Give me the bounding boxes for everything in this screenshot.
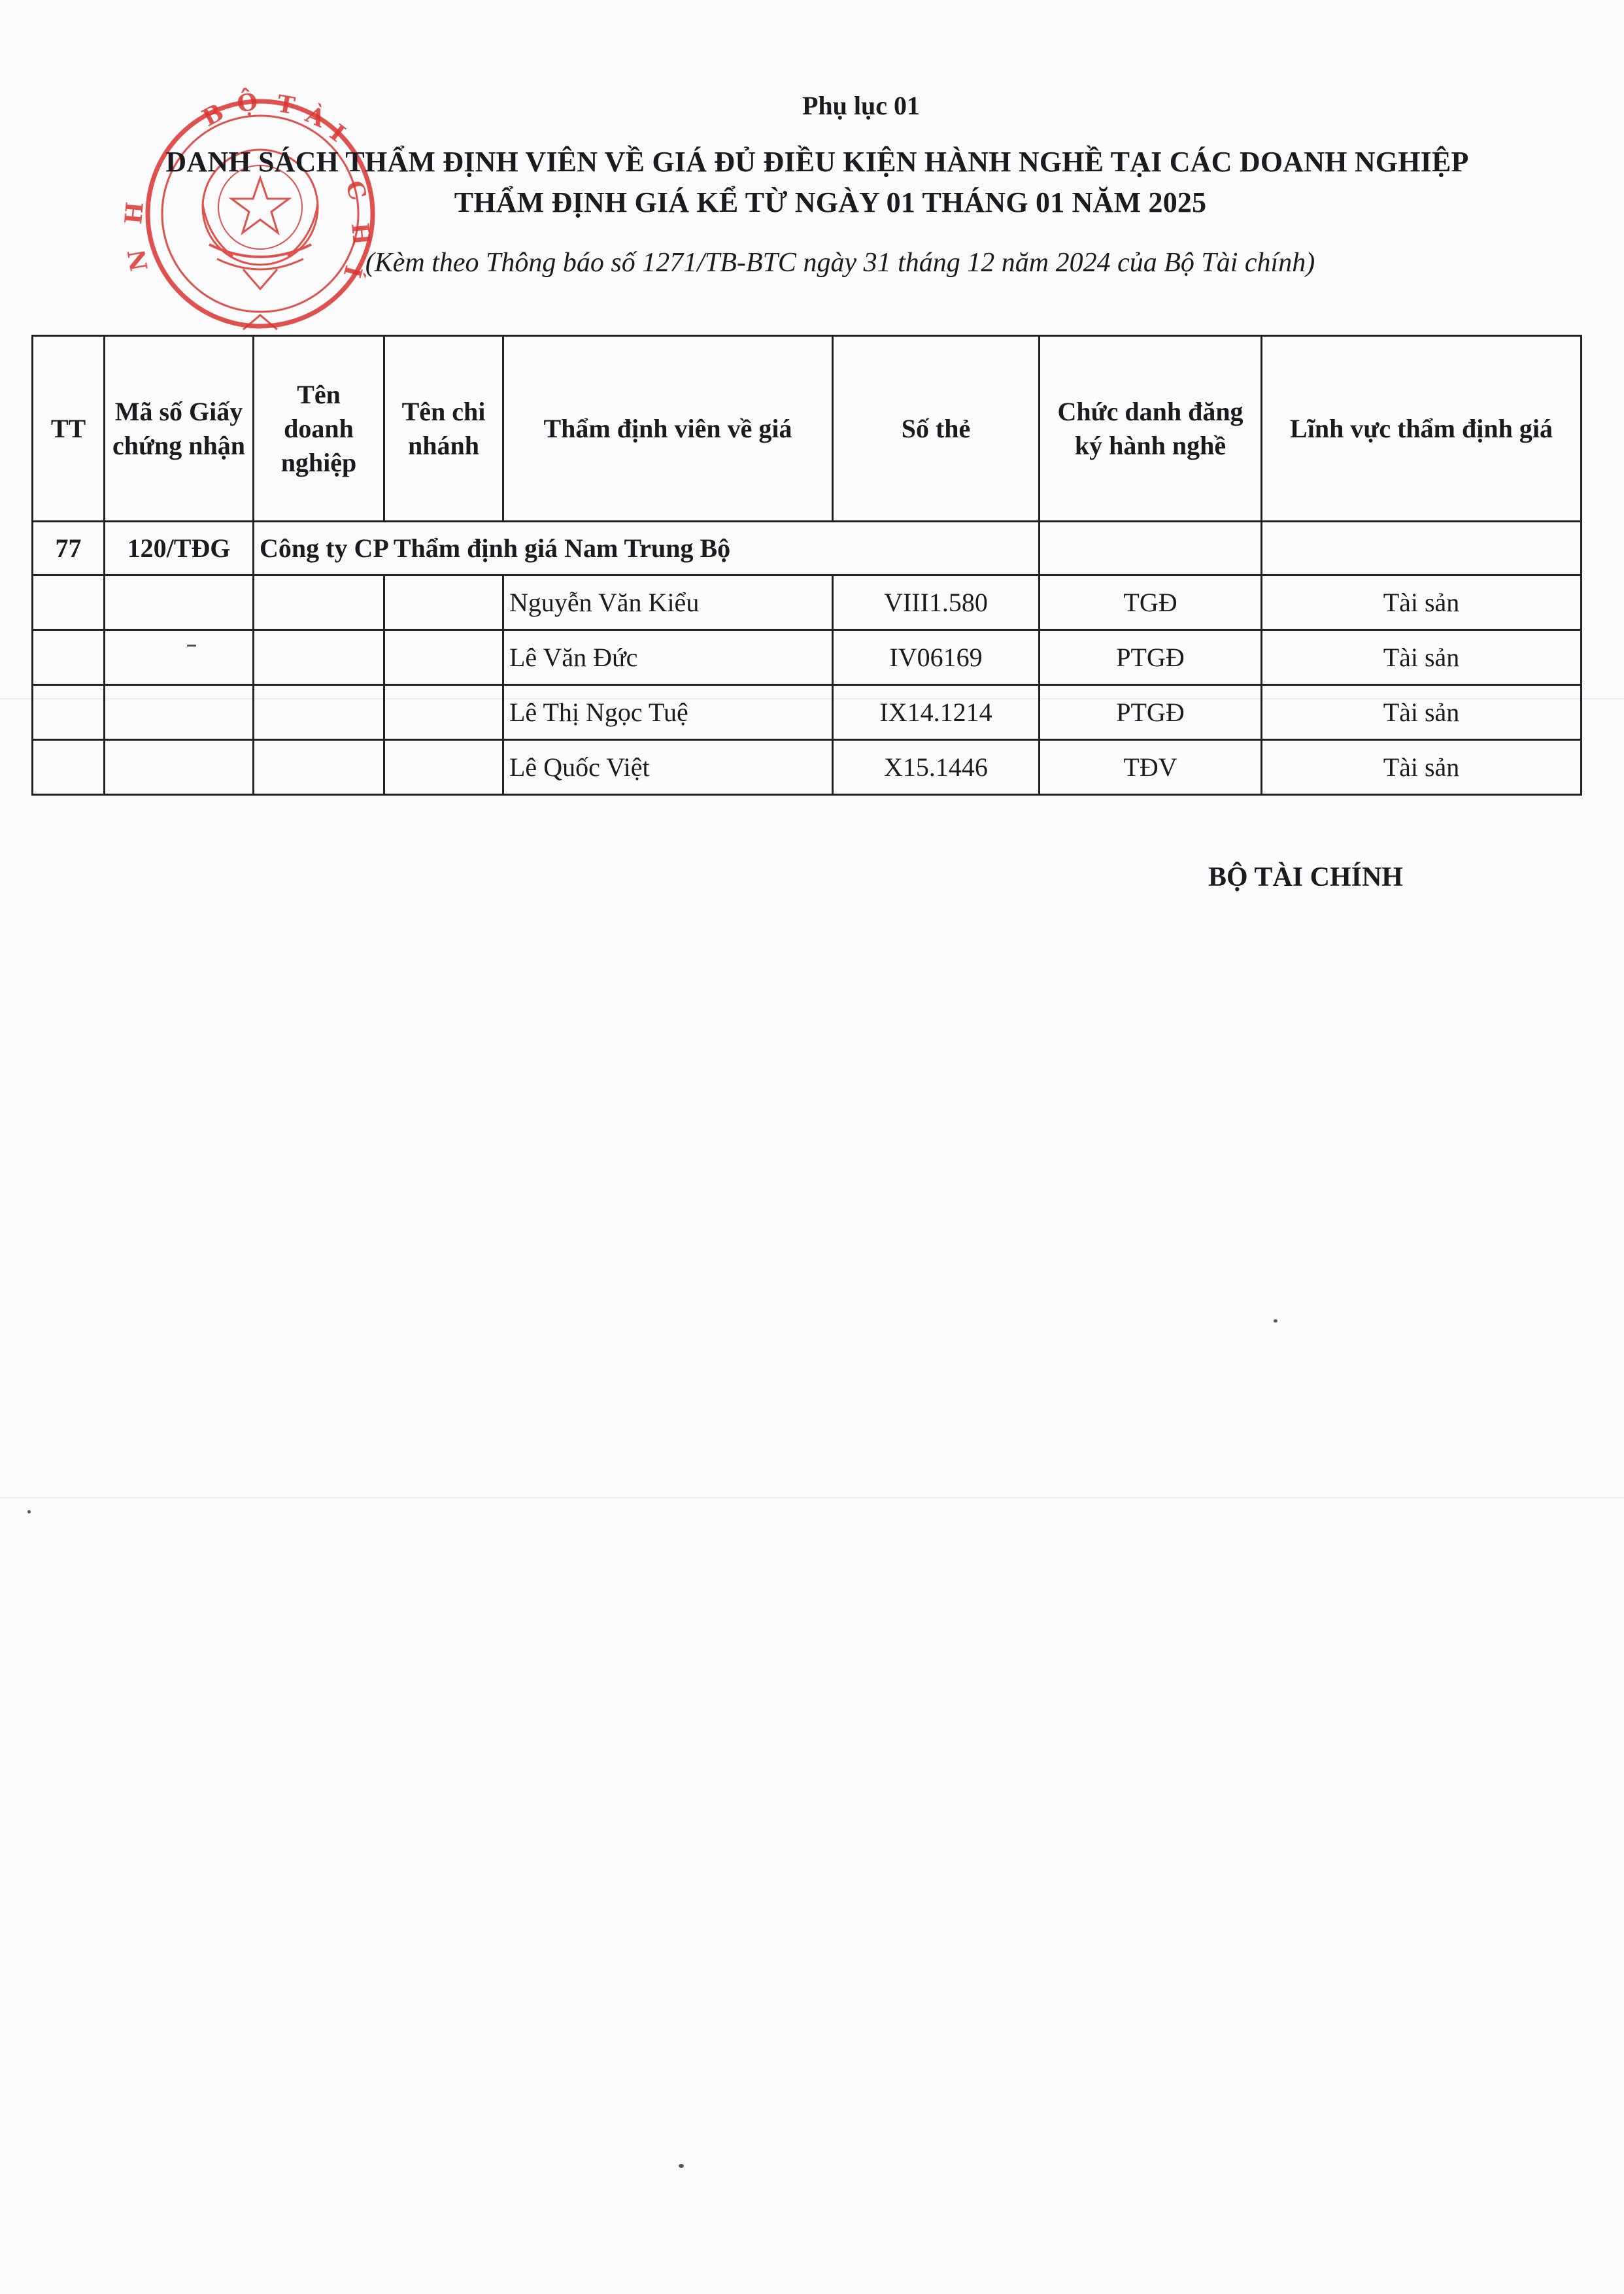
enterprise-empty-cell [833,522,1040,575]
document-title-line-1: DANH SÁCH THẨM ĐỊNH VIÊN VỀ GIÁ ĐỦ ĐIỀU KIỆN HÀNH NGHỀ TẠI CÁC DOANH NGHIỆP [165,146,1469,178]
empty-cell [105,575,254,630]
svg-text:C: C [339,177,372,205]
table-row [33,740,1582,795]
svg-text:À: À [301,100,330,133]
appraiser-position: TGĐ [1040,575,1262,630]
empty-cell [33,630,105,685]
empty-cell [384,740,503,795]
empty-cell [254,740,384,795]
empty-cell [105,685,254,740]
header-enterprise-name: Tên doanh nghiệp [254,336,384,522]
empty-cell [384,630,503,685]
appraiser-card-no: X15.1446 [833,740,1040,795]
header-card-no: Số thẻ [833,336,1040,522]
appraiser-name: Lê Thị Ngọc Tuệ [503,685,833,740]
empty-cell [384,685,503,740]
empty-cell [254,685,384,740]
empty-cell [105,630,254,685]
scan-fold-line [0,1497,1624,1498]
scan-speck [27,1510,31,1513]
enterprise-row [33,522,1582,575]
appendix-label: Phụ lục 01 [802,91,921,120]
appraiser-field: Tài sản [1262,630,1582,685]
svg-text:T: T [275,90,297,120]
appraiser-position: PTGĐ [1040,630,1262,685]
enterprise-empty-cell [1262,522,1582,575]
enterprise-name: Công ty CP Thẩm định giá Nam Trung Bộ [254,522,833,575]
table-row [33,685,1582,740]
appraiser-card-no: VIII1.580 [833,575,1040,630]
appraiser-name: Lê Quốc Việt [503,740,833,795]
appraiser-position: TĐV [1040,740,1262,795]
issuer-signoff: BỘ TÀI CHÍNH [1208,862,1403,892]
appraiser-position: PTGĐ [1040,685,1262,740]
scan-speck [679,2164,684,2168]
empty-cell [33,575,105,630]
appraiser-field: Tài sản [1262,685,1582,740]
svg-text:Í: Í [337,262,367,280]
empty-cell [384,575,503,630]
appraiser-name: Lê Văn Đức [503,630,833,685]
empty-cell [254,575,384,630]
document-title-line-2: THẨM ĐỊNH GIÁ KỂ TỪ NGÀY 01 THÁNG 01 NĂM 2025 [454,186,1207,218]
table-header-row [33,336,1582,522]
header-field: Lĩnh vực thẩm định giá [1262,336,1582,522]
appraiser-card-no: IV06169 [833,630,1040,685]
empty-cell [105,740,254,795]
header-position: Chức danh đăng ký hành nghề [1040,336,1262,522]
svg-text:N: N [122,247,154,273]
svg-text:H: H [120,201,149,226]
svg-text:I: I [324,118,350,148]
empty-cell [33,740,105,795]
appraiser-field: Tài sản [1262,740,1582,795]
enterprise-empty-cell [1040,522,1262,575]
svg-text:B: B [197,98,229,132]
svg-text:H: H [346,222,375,246]
appraiser-table [31,335,1582,796]
header-appraiser: Thẩm định viên về giá [503,336,833,522]
header-tt: TT [33,336,105,522]
header-branch-name: Tên chi nhánh [384,336,503,522]
empty-cell [254,630,384,685]
appraiser-name: Nguyễn Văn Kiểu [503,575,833,630]
enterprise-tt: 77 [33,522,105,575]
empty-cell [33,685,105,740]
appraiser-field: Tài sản [1262,575,1582,630]
table-row [33,630,1582,685]
enterprise-certificate-no: 120/TĐG [105,522,254,575]
document-subtitle: (Kèm theo Thông báo số 1271/TB-BTC ngày 31 tháng 12 năm 2024 của Bộ Tài chính) [365,248,1315,278]
table-row [33,575,1582,630]
scan-speck [1274,1319,1277,1323]
header-certificate-no: Mã số Giấy chứng nhận [105,336,254,522]
svg-text:Ộ: Ộ [235,88,260,118]
appraiser-card-no: IX14.1214 [833,685,1040,740]
